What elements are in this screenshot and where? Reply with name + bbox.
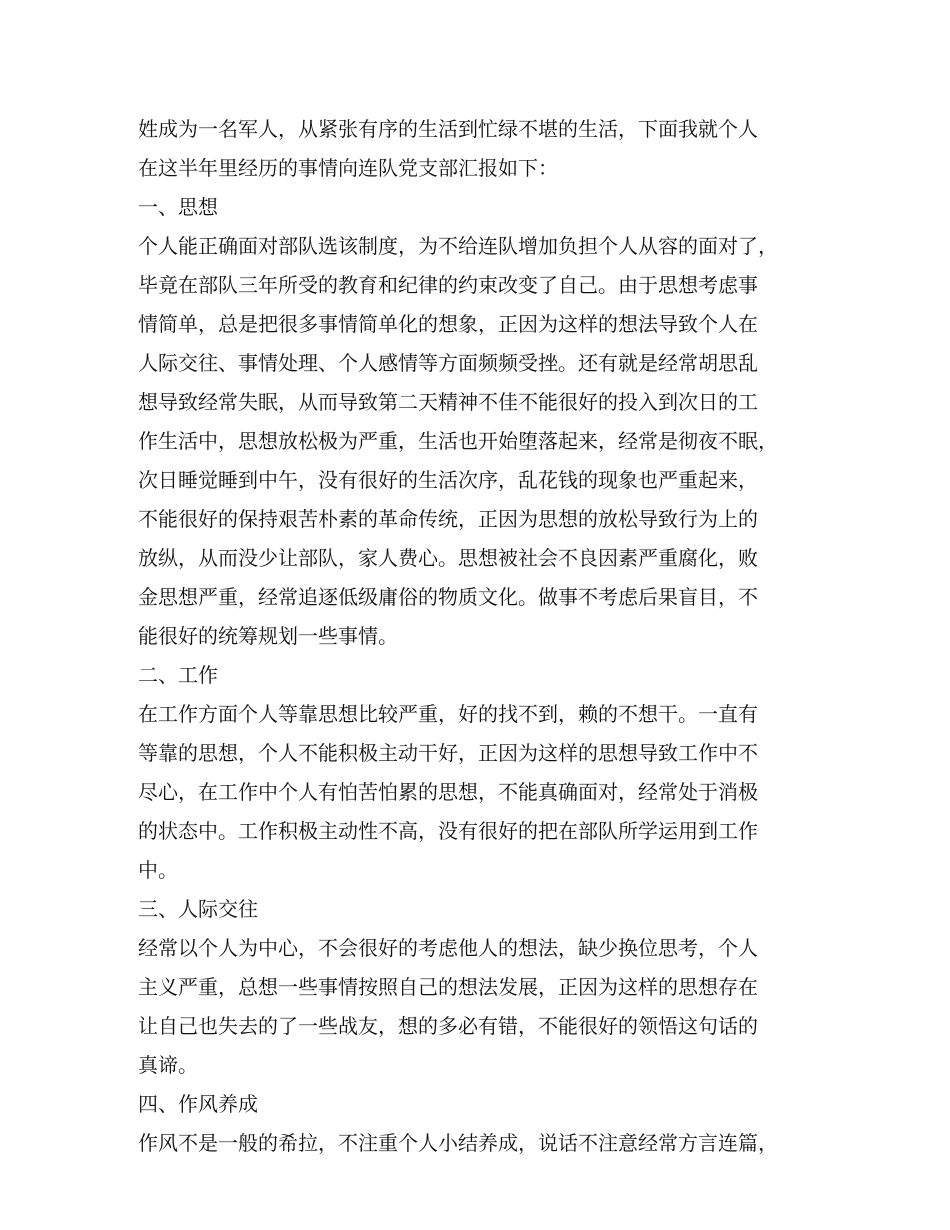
body-text-line: 次日睡觉睡到中午，没有很好的生活次序，乱花钱的现象也严重起来， — [138, 468, 758, 492]
body-text-line: 放纵，从而没少让部队，家人费心。思想被社会不良因素严重腐化，败 — [138, 546, 758, 570]
section-heading-relations: 三、人际交往 — [138, 897, 258, 921]
body-text-line: 真谛。 — [138, 1053, 198, 1077]
body-text-line: 人际交往、事情处理、个人感情等方面频频受挫。还有就是经常胡思乱 — [138, 351, 758, 375]
body-text-line: 作生活中，思想放松极为严重，生活也开始堕落起来，经常是彻夜不眠， — [138, 429, 778, 453]
body-text-line: 情简单，总是把很多事情简单化的想象，正因为这样的想法导致个人在 — [138, 312, 758, 336]
body-text-line: 主义严重，总想一些事情按照自己的想法发展，正因为这样的思想存在 — [138, 975, 758, 999]
body-text-line: 不能很好的保持艰苦朴素的革命传统，正因为思想的放松导致行为上的 — [138, 507, 758, 531]
body-text-line: 的状态中。工作积极主动性不高，没有很好的把在部队所学运用到工作 — [138, 819, 758, 843]
section-heading-conduct: 四、作风养成 — [138, 1092, 258, 1116]
body-text-line: 经常以个人为中心，不会很好的考虑他人的想法，缺少换位思考，个人 — [138, 936, 758, 960]
document-body — [138, 110, 818, 1163]
body-text-line: 姓成为一名军人，从紧张有序的生活到忙绿不堪的生活，下面我就个人 — [138, 117, 758, 141]
section-heading-work: 二、工作 — [138, 663, 218, 687]
body-text-line: 等靠的思想，个人不能积极主动干好，正因为这样的思想导致工作中不 — [138, 741, 758, 765]
section-heading-thought: 一、思想 — [138, 195, 218, 219]
body-text-line: 在工作方面个人等靠思想比较严重，好的找不到，赖的不想干。一直有 — [138, 702, 758, 726]
body-text-line: 作风不是一般的希拉，不注重个人小结养成，说话不注意经常方言连篇， — [138, 1131, 778, 1155]
body-text-line: 尽心，在工作中个人有怕苦怕累的思想，不能真确面对，经常处于消极 — [138, 780, 758, 804]
body-text-line: 在这半年里经历的事情向连队党支部汇报如下： — [138, 156, 558, 180]
body-text-line: 想导致经常失眠，从而导致第二天精神不佳不能很好的投入到次日的工 — [138, 390, 758, 414]
body-text-line: 能很好的统筹规划一些事情。 — [138, 624, 398, 648]
body-text-line: 让自己也失去的了一些战友，想的多必有错，不能很好的领悟这句话的 — [138, 1014, 758, 1038]
body-text-line: 个人能正确面对部队选该制度，为不给连队增加负担个人从容的面对了， — [138, 234, 778, 258]
body-text-line: 毕竟在部队三年所受的教育和纪律的约束改变了自己。由于思想考虑事 — [138, 273, 758, 297]
body-text-line: 中。 — [138, 858, 178, 882]
body-text-line: 金思想严重，经常追逐低级庸俗的物质文化。做事不考虑后果盲目，不 — [138, 585, 758, 609]
